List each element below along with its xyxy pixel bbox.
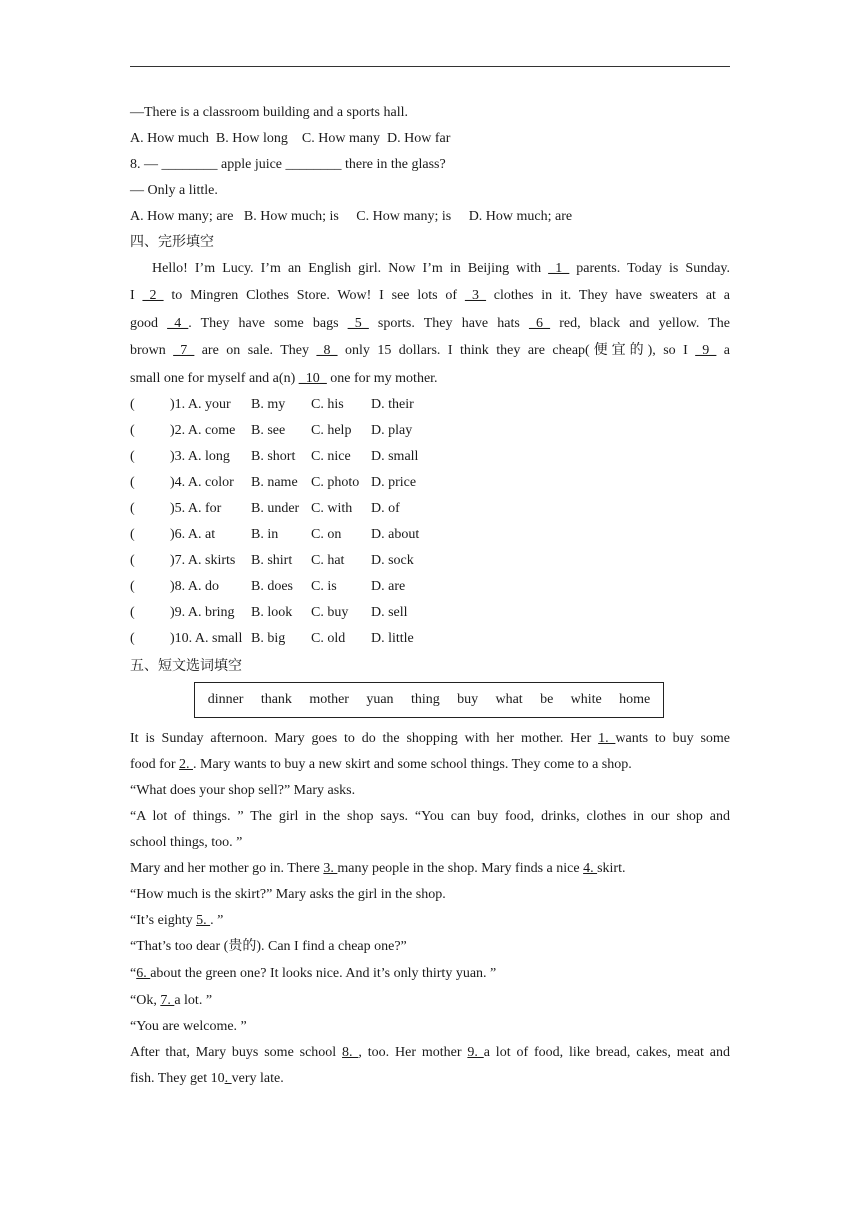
word-bank-item: white: [570, 692, 602, 707]
q8-question: 8. — ________ apple juice ________ there in the glass?: [130, 157, 446, 172]
blank-1: _1_: [548, 261, 570, 276]
q8-options: A. How many; are B. How much; is C. How many; is D. How much; are: [130, 209, 573, 224]
blank-8: _8_: [316, 343, 338, 358]
passage-line-14: fish. They get 10. very late.: [130, 1070, 284, 1086]
word-bank-item: dinner: [207, 692, 244, 707]
blank-7: _7_: [173, 343, 195, 358]
option-row-9: ( )9. A. bring B. look C. buy D. sell: [130, 605, 408, 620]
blank-3: _3_: [464, 288, 486, 303]
blank-2: 2.: [179, 757, 193, 772]
blank-3: 3.: [323, 861, 338, 876]
word-bank-item: thing: [410, 692, 440, 707]
blank-5: 5.: [196, 913, 211, 928]
blank-8: 8.: [342, 1044, 359, 1060]
blank-10: .: [224, 1070, 232, 1086]
header-rule: [130, 66, 730, 67]
passage-line-2: food for 2. . Mary wants to buy a new skirt and some school things. They come to a shop.: [130, 757, 632, 772]
option-row-5: ( )5. A. for B. under C. with D. of: [130, 501, 400, 516]
cloze-options: [130, 392, 730, 652]
passage-line-5: school things, too. ”: [130, 835, 243, 850]
option-row-6: ( )6. A. at B. in C. on D. about: [130, 527, 420, 542]
blank-4: 4.: [583, 861, 598, 876]
cloze-line-5: small one for myself and a(n) _10_ one for my mother.: [130, 370, 438, 386]
blank-7: 7.: [160, 992, 175, 1008]
blank-2: _2_: [142, 288, 164, 303]
word-bank-item: be: [540, 692, 554, 707]
blank-9: _9_: [695, 343, 717, 358]
word-bank-item: thank: [260, 692, 292, 707]
cloze-line-4: brown _7_ are on sale. They _8_ only 15 dollars. I think they are cheap(便宜的), so I _9_ a: [130, 343, 730, 358]
worksheet: [130, 100, 730, 1092]
passage-line-13: After that, Mary buys some school 8. , too. Her mother 9. a lot of food, like bread, cakes, meat and: [130, 1044, 730, 1060]
passage-line-4: “A lot of things. ” The girl in the shop says. “You can buy food, drinks, clothes in our shop and: [130, 809, 730, 824]
word-bank-box: [194, 682, 664, 718]
word-bank-item: yuan: [366, 692, 394, 707]
cloze-line-3: good _4_. They have some bags _5_ sports. They have hats _6_ red, black and yellow. The: [130, 315, 731, 331]
q7-answer: —There is a classroom building and a sports hall.: [130, 105, 408, 120]
blank-1: 1.: [598, 731, 616, 746]
option-row-2: ( )2. A. come B. see C. help D. play: [130, 423, 413, 438]
section5-title: 五、短文选词填空: [130, 659, 242, 674]
word-bank-item: what: [495, 692, 523, 707]
passage-line-3: “What does your shop sell?” Mary asks.: [130, 783, 356, 798]
option-row-7: ( )7. A. skirts B. shirt C. hat D. sock: [130, 553, 414, 568]
blank-6: _6_: [529, 315, 551, 331]
blank-9: 9.: [467, 1044, 484, 1060]
word-bank-item: mother: [309, 692, 349, 707]
q8-answer: — Only a little.: [130, 183, 218, 198]
blank-6: 6.: [136, 966, 151, 981]
option-row-3: ( )3. A. long B. short C. nice D. small: [130, 449, 419, 464]
blank-4: _4_: [167, 315, 189, 331]
cloze-line-2: I _2_ to Mingren Clothes Store. Wow! I see lots of _3_ clothes in it. They have sweaters at a: [130, 288, 730, 303]
blank-5: _5_: [347, 315, 369, 331]
option-row-1: ( )1. A. your B. my C. his D. their: [130, 397, 414, 412]
passage-line-7: “How much is the skirt?” Mary asks the girl in the shop.: [130, 887, 446, 902]
passage-line-9: “That’s too dear (贵的). Can I find a cheap one?”: [130, 939, 407, 954]
passage-line-11: “Ok, 7. a lot. ”: [130, 992, 213, 1008]
option-row-8: ( )8. A. do B. does C. is D. are: [130, 579, 406, 594]
passage-line-8: “It’s eighty 5. . ”: [130, 913, 224, 928]
q7-options: A. How much B. How long C. How many D. How far: [130, 131, 451, 146]
passage-line-1: It is Sunday afternoon. Mary goes to do the shopping with her mother. Her 1. wants to buy some: [130, 731, 730, 746]
word-bank-item: buy: [457, 692, 479, 707]
option-row-10: ( )10. A. small B. big C. old D. little: [130, 631, 414, 646]
cloze-line-1: Hello! I’m Lucy. I’m an English girl. Now I’m in Beijing with _1_ parents. Today is Sunday.: [152, 261, 730, 276]
word-bank-item: home: [619, 692, 651, 707]
section4-title: 四、完形填空: [130, 235, 214, 250]
passage-line-6: Mary and her mother go in. There 3. many people in the shop. Mary finds a nice 4. skirt.: [130, 861, 626, 876]
option-row-4: ( )4. A. color B. name C. photo D. price: [130, 475, 417, 490]
passage-line-12: “You are welcome. ”: [130, 1018, 247, 1034]
passage-line-10: “6. about the green one? It looks nice. And it’s only thirty yuan. ”: [130, 966, 497, 981]
blank-10: _10_: [298, 370, 327, 386]
